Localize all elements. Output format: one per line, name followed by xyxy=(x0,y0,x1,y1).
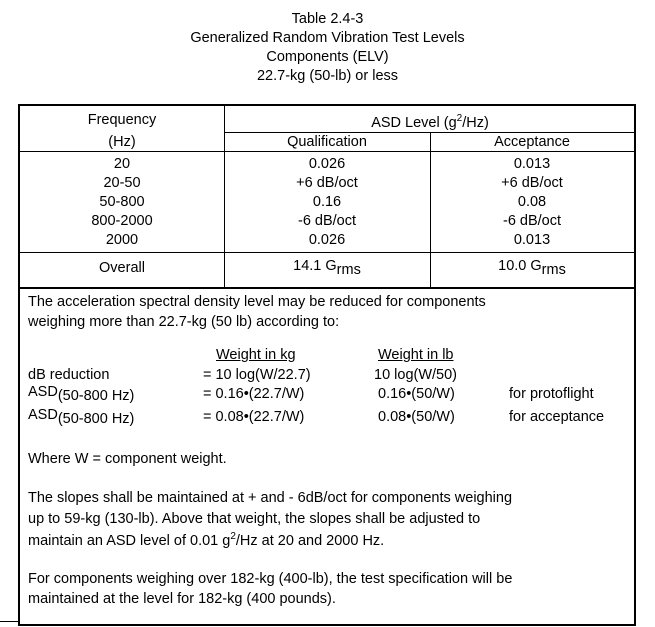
row-acceptance: 0.08 xyxy=(517,194,547,210)
row-qualification: -6 dB/oct xyxy=(297,213,357,229)
asd-level-header: ASD Level $(g^2/Hz)$ xyxy=(371,113,489,131)
table-title-block xyxy=(0,10,655,86)
heavy-components-paragraph: For components weighing over 182-kg (400-lb), the test specification will be maintained at the level for 182-kg (400 pounds). xyxy=(28,571,513,607)
table-bottom-line xyxy=(20,287,634,289)
row-qualification: +6 dB/oct xyxy=(296,175,358,191)
table-number: Table 2.4-3 xyxy=(291,11,364,27)
weight-lb-header: Weight in lb xyxy=(378,347,454,363)
row-qualification: 0.026 xyxy=(308,232,346,248)
row-frequency: 50-800 xyxy=(99,194,145,210)
row-frequency: 20-50 xyxy=(103,175,141,191)
acceptance-header: Acceptance xyxy=(494,134,570,150)
row-acceptance: 0.013 xyxy=(513,156,551,172)
acceptance-note: for acceptance xyxy=(509,409,605,425)
asd-acceptance-kg-formula: = 0.08•(22.7/W) xyxy=(203,409,305,425)
weight-kg-header: Weight in kg xyxy=(216,347,296,363)
asd-acceptance-label: ASD(50-800 Hz) xyxy=(28,407,135,427)
asd-protoflight-lb-formula: 0.16•(50/W) xyxy=(378,386,455,402)
row-frequency: 800-2000 xyxy=(91,213,153,229)
protoflight-note: for protoflight xyxy=(509,386,594,402)
table-title: Generalized Random Vibration Test Levels xyxy=(190,30,465,46)
data-bottom-line xyxy=(20,252,634,253)
row-frequency: 20 xyxy=(113,156,131,172)
frequency-unit: (Hz) xyxy=(108,134,136,150)
asd-header-underline xyxy=(224,132,636,133)
frequency-header: Frequency xyxy=(87,112,157,128)
row-acceptance: -6 dB/oct xyxy=(502,213,562,229)
row-qualification: 0.16 xyxy=(312,194,342,210)
overall-label: Overall xyxy=(99,260,145,276)
header-bottom-line xyxy=(20,151,634,152)
overall-qualification: 14.1 Grms xyxy=(293,258,361,278)
db-reduction-lb-formula: 10 log(W/50) xyxy=(374,367,458,383)
db-reduction-kg-formula: = 10 log(W/22.7) xyxy=(203,367,311,383)
asd-protoflight-label: ASD(50-800 Hz) xyxy=(28,384,135,404)
table-subtitle-components: Components (ELV) xyxy=(266,49,389,65)
row-frequency: 2000 xyxy=(105,232,139,248)
row-qualification: 0.026 xyxy=(308,156,346,172)
table-subtitle-weight: 22.7-kg (50-lb) or less xyxy=(256,68,399,84)
where-definition: Where W = component weight. xyxy=(28,451,227,467)
row-acceptance: 0.013 xyxy=(513,232,551,248)
asd-protoflight-kg-formula: = 0.16•(22.7/W) xyxy=(203,386,305,402)
reduction-intro-paragraph: The acceleration spectral density level may be reduced for components weighing more than 22.7-kg (50 lb) according to: xyxy=(28,294,486,330)
vibration-table xyxy=(18,104,636,626)
qualification-header: Qualification xyxy=(287,134,367,150)
row-acceptance: +6 dB/oct xyxy=(501,175,563,191)
db-reduction-label: dB reduction xyxy=(28,367,110,383)
overall-acceptance: 10.0 Grms xyxy=(498,258,566,278)
asd-acceptance-lb-formula: 0.08•(50/W) xyxy=(378,409,455,425)
page-edge-rule xyxy=(0,621,18,622)
slopes-paragraph: The slopes shall be maintained at + and - 6dB/oct for components weighing up to 59-kg (130-lb). Above that weight, the slopes shall be adjusted to maintain an ASD level of 0.01 $g^2/Hz$ at 20 and 2000 Hz. xyxy=(28,490,513,549)
